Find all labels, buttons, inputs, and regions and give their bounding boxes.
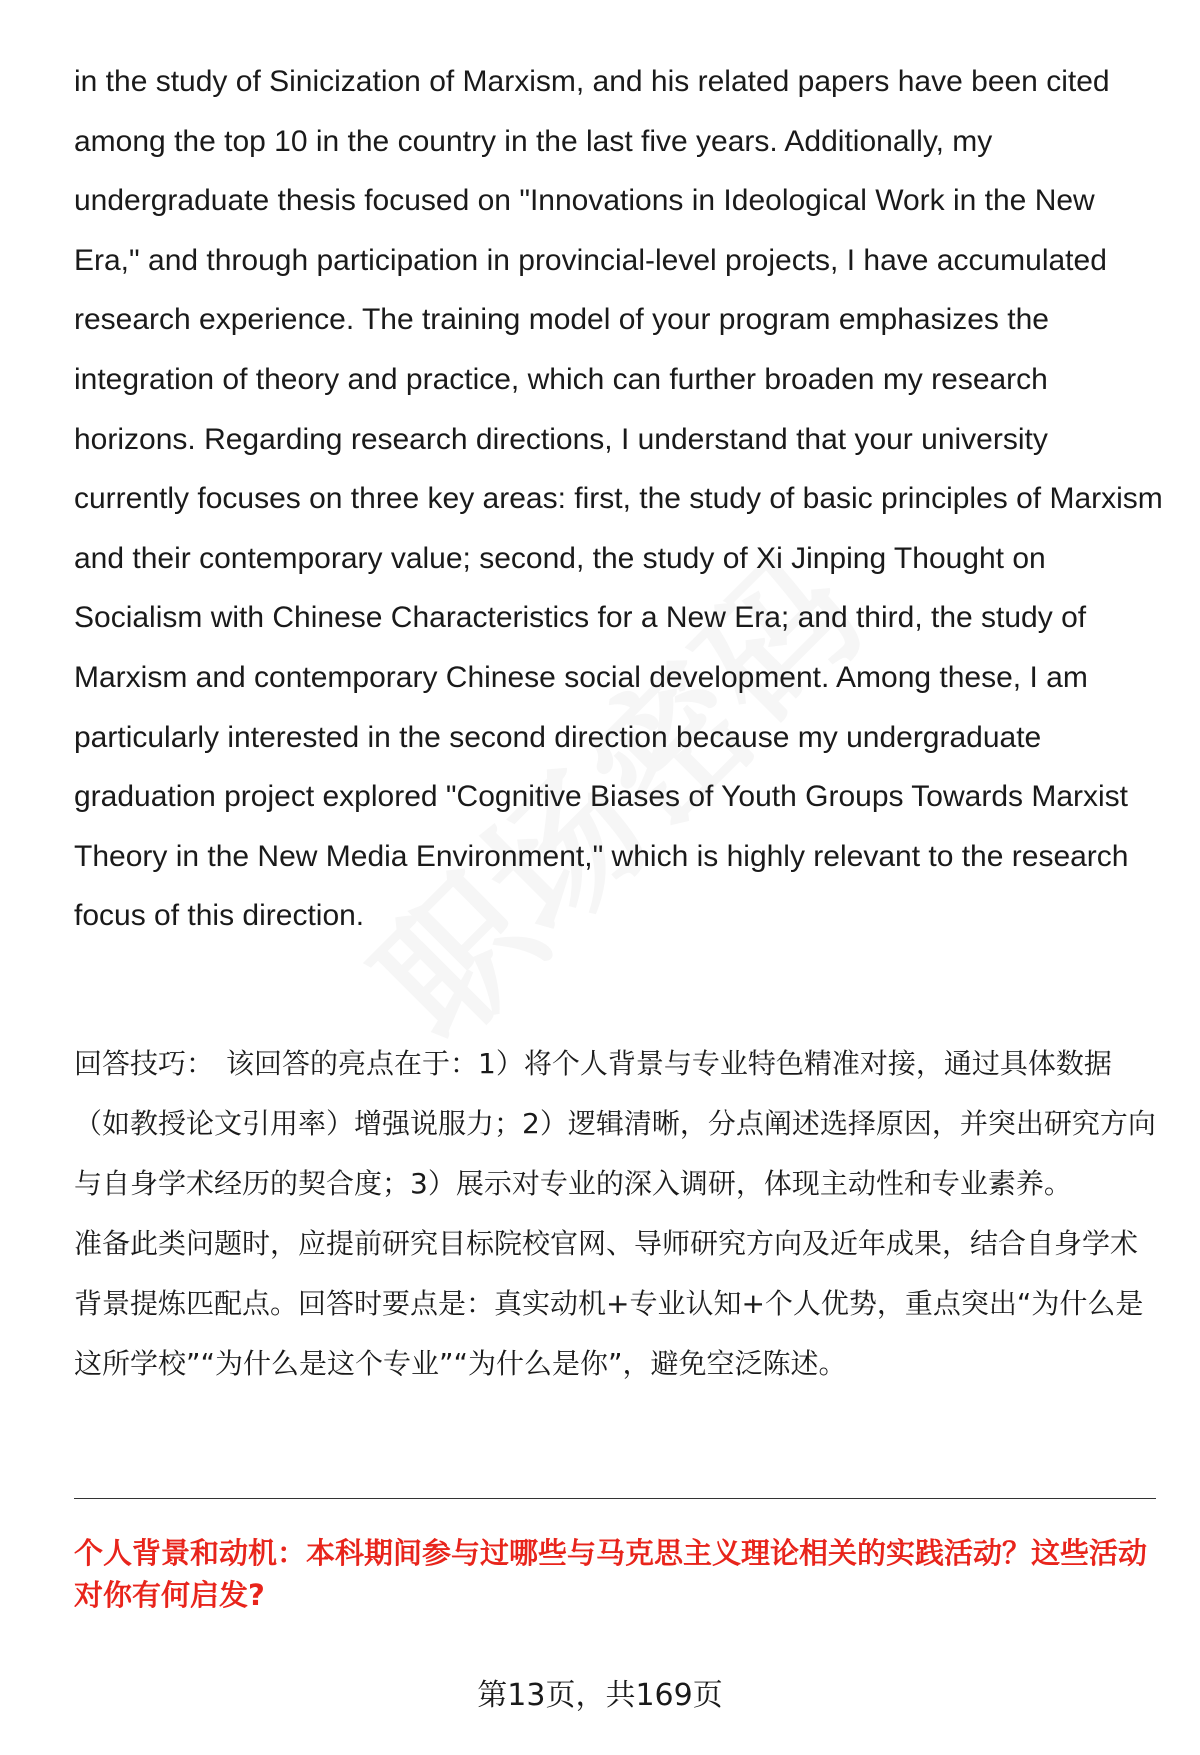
tips-paragraph — [74, 1034, 1159, 1214]
tips-text: 该回答的亮点在于：1）将个人背景与专业特色精准对接，通过具体数据（如教授论文引用率）增强说服力；2）逻辑清晰，分点阐述选择原因，并突出研究方向与自身学术经历的契合度；3）展示对专业的深入调研，体现主动性和专业素养。 — [74, 1047, 1156, 1200]
tips-label: 回答技巧： — [74, 1047, 215, 1080]
section-divider — [74, 1498, 1156, 1499]
answer-tips — [74, 1034, 1159, 1394]
page-number: 第13页，共169页 — [477, 1678, 723, 1713]
tips-advice: 准备此类问题时，应提前研究目标院校官网、导师研究方向及近年成果，结合自身学术背景提炼匹配点。回答时要点是：真实动机+专业认知+个人优势，重点突出“为什么是这所学校”“为什么是这个专业”“为什么是你”，避免空泛陈述。 — [74, 1227, 1144, 1380]
question-heading: 个人背景和动机：本科期间参与过哪些与马克思主义理论相关的实践活动？这些活动对你有何启发? — [74, 1536, 1148, 1612]
body-paragraph: in the study of Sinicization of Marxism, and his related papers have been cited among the top 10 in the country in the last five years. Additionally, my undergraduate thesis focused on "Innovations in Ideological Work in the New Era," and through participation in provincial-level projects, I have accumulated research experience. The training model of your program emphasizes the integration of theory and practice, which can further broaden my research horizons. Regarding research directions, I understand that your university currently focuses on three key areas: first, the study of basic principles of Marxism and their contemporary value; second, the study of Xi Jinping Thought on Socialism with Chinese Characteristics for a New Era; and third, the study of Marxism and contemporary Chinese social development. Among these, I am particularly interested in the second direction because my undergraduate graduation project explored "Cognitive Biases of Youth Groups Towards Marxist Theory in the New Media Environment," which is highly relevant to the research focus of this direction. — [74, 65, 1163, 933]
